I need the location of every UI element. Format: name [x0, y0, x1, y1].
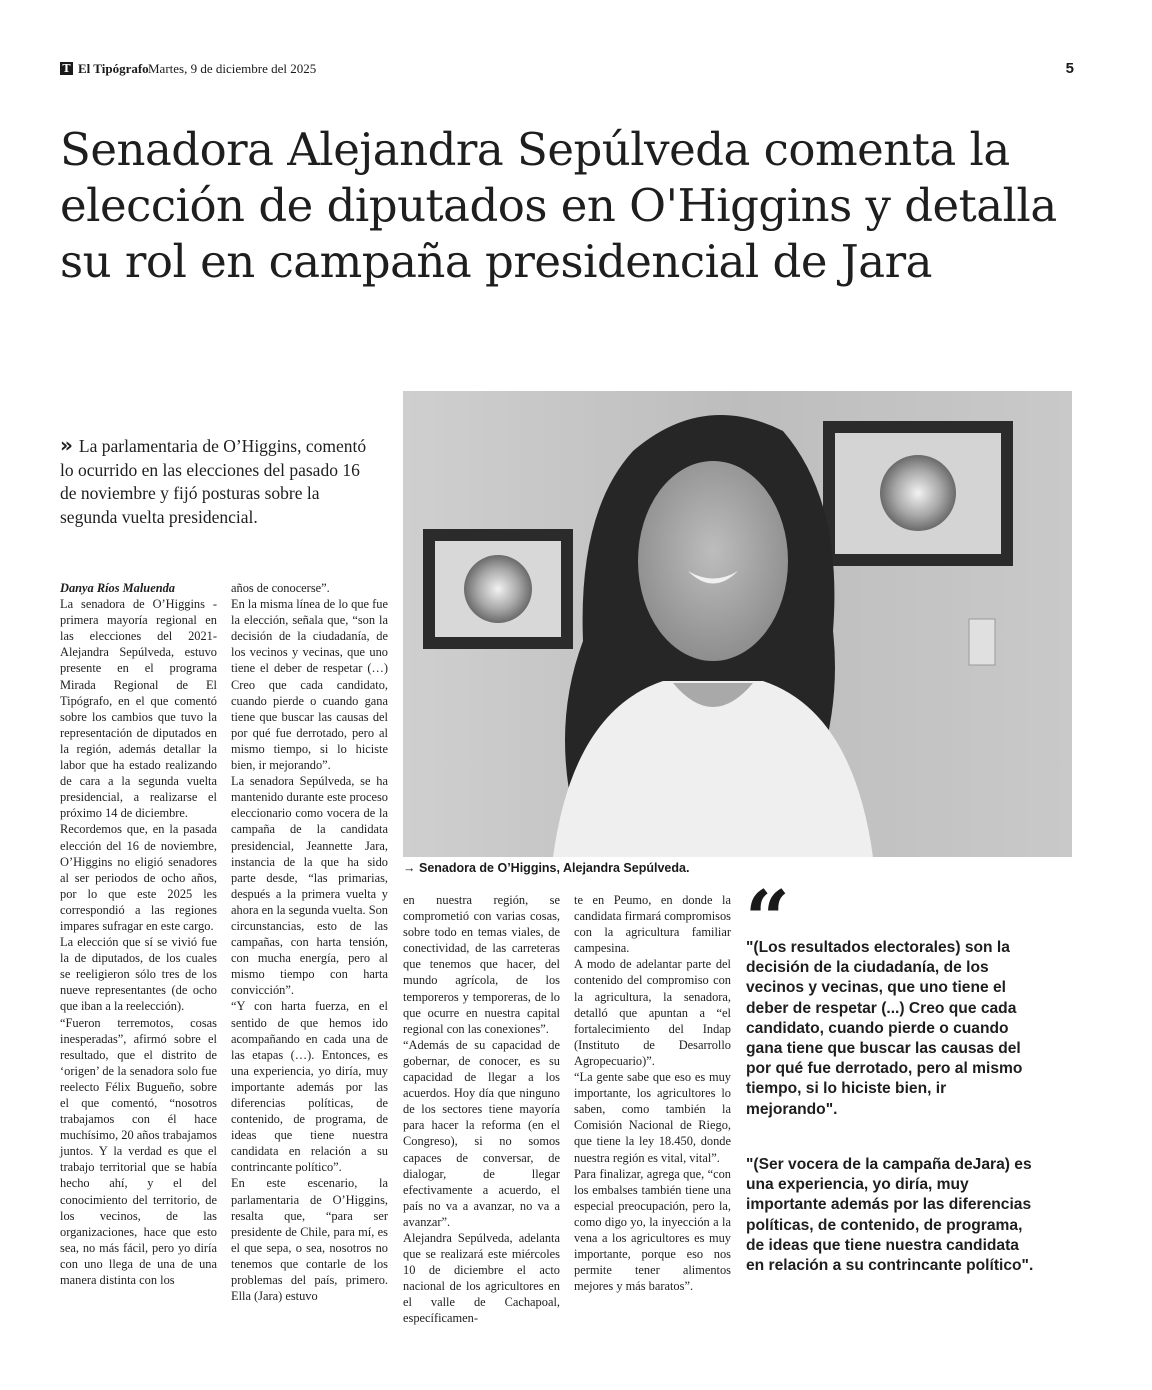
body-paragraph: Recordemos que, en la pasada elección del 16 de noviembre, O’Higgins no eligió senadores al ser periodos de ocho años, por lo que este 2025 les correspondió a las regiones impares sufragar en este cargo. — [60, 822, 217, 933]
body-paragraph: “Además de su capacidad de gobernar, de conocer, es su capacidad de llegar a los acuerdos. Hoy día que ninguno de los sectores tiene mayoría para hacer la reforma (en el Congreso), si no somos capaces de conversar, de dialogar, de llegar efectivamente a acuerdo, el país no va a avanzar, no va a avanzar”. — [403, 1037, 560, 1229]
pull-quote-1: "(Los resultados electorales) son la decisión de la ciudadanía, de los vecinos y vecinas, que uno tiene el deber de respetar (...) Creo que cada candidato, cuando pierde o cuando gana tiene que buscar las causas del por qué fue derrotado, pero al mismo tiempo, si lo hiciste bien, ir mejorando". — [746, 939, 1023, 1118]
body-paragraph: La senadora de O’Higgins -primera mayoría regional en las elecciones del 2021- Alejandra Sepúlveda, estuvo presente en el programa Mirada Regional de El Tipógrafo, en el que comentó sobre los cambios que tuvo la representación de diputados en la región, además detallar la labor que ha estado realizando de cara a la segunda vuelta presidencial, a realizarse el próximo 14 de diciembre. — [60, 597, 217, 821]
author-byline: Danya Ríos Maluenda — [60, 581, 175, 595]
body-column-3 — [403, 892, 560, 1327]
lead-paragraph — [60, 434, 380, 529]
body-paragraph: Para finalizar, agrega que, “con los embalses también tiene una especial preocupación, pero la, como digo yo, la inyección a la vena a los agricultores es muy importante, porque eso nos permite tener alimentos mejores y más baratos”. — [574, 1166, 731, 1294]
lead-marker-icon: » — [60, 433, 73, 457]
brand-name: El Tipógrafo — [78, 61, 149, 76]
lead-text: La parlamentaria de O’Higgins, comentó lo ocurrido en las elecciones del pasado 16 de noviembre y fijó posturas sobre la segunda vuelta presidencial. — [60, 436, 367, 527]
body-paragraph: “Y con harta fuerza, en el sentido de que hemos ido acompañando en cada una de las etapas (…). Entonces, es una experiencia, yo diría, muy importante además por las diferencias políticas, de contenido, de programa, de ideas que tiene nuestra candidata en relación a su contrincante político”. — [231, 999, 388, 1175]
page-header — [60, 60, 1080, 80]
body-column-1 — [60, 580, 217, 1288]
brand-logo: T — [60, 62, 73, 75]
body-paragraph: “La gente sabe que eso es muy importante, los agricultores lo saben, como también la Comisión Nacional de Riego, que tiene la ley 18.450, donde nuestra región es vital, vital”. — [574, 1070, 731, 1165]
quote-mark-icon: “ — [745, 874, 790, 965]
body-column-4 — [574, 892, 731, 1294]
caption-arrow-icon: → — [403, 861, 416, 875]
body-paragraph: “Fueron terremotos, cosas inesperadas”, afirmó sobre el resultado, que el distrito de ‘origen’ de la senadora solo fue reelecto Félix Bugueño, sobre el que comentó, “nosotros trabajamos con él hace muchísimo, 20 años trabajamos juntos. Y la verdad es que el trabajo territorial que se había hecho ahí, y el del conocimiento del territorio, de los vecinos, de las organizaciones, hace que esto sea, no más fácil, pero yo diría con uno llega de una de una manera distinta con los — [60, 1015, 217, 1288]
body-paragraph: La elección que sí se vivió fue la de diputados, de los cuales se reeligieron sólo tres de los nueve representantes (de ocho que iban a la reelección). — [60, 935, 217, 1014]
body-paragraph: En la misma línea de lo que fue la elección, señala que, “son la decisión de la ciudadanía, de los vecinos y vecinas, que uno tiene el deber de respetar (…) Creo que cada candidato, cuando pierde o cuando gana tiene que buscar las causas del por qué fue derrotado, pero al mismo tiempo, si lo hiciste bien, ir mejorando”. — [231, 597, 388, 773]
page-number: 5 — [1065, 60, 1074, 77]
body-paragraph: A modo de adelantar parte del contenido del compromiso con la agricultura, la senadora, detalló que apuntan a “el fortalecimiento del Indap (Instituto de Desarrollo Agropecuario)”. — [574, 957, 731, 1068]
body-column-2 — [231, 580, 388, 1304]
body-paragraph: te en Peumo, en donde la candidata firmará compromisos con la agricultura familiar campesina. — [574, 893, 731, 956]
body-paragraph: años de conocerse”. — [231, 581, 330, 595]
body-paragraph: Alejandra Sepúlveda, adelanta que se realizará este miércoles 10 de diciembre el acto nacional de los agricultores en el valle de Cachapoal, específicamen- — [403, 1230, 560, 1326]
body-paragraph: La senadora Sepúlveda, se ha mantenido durante este proceso eleccionario como vocera de la campaña de la candidata presidencial, Jeannette Jara, instancia de la que ha sido parte desde, “las primarias, después a la primera vuelta y ahora en la segunda vuelta. Son circunstancias, esto de las campañas, con harta tensión, con mucha energía, pero al mismo tiempo con harta convicción”. — [231, 774, 388, 998]
photo-caption — [403, 860, 1072, 876]
issue-date: Martes, 9 de diciembre del 2025 — [148, 61, 317, 76]
caption-text: Senadora de O’Higgins, Alejandra Sepúlveda. — [418, 861, 690, 875]
headline: Senadora Alejandra Sepúlveda comenta la elección de diputados en O'Higgins y detalla su rol en campaña presidencial de Jara — [60, 123, 1057, 288]
body-paragraph: En este escenario, la parlamentaria de O’Higgins, resalta que, “para ser presidente de Chile, para mí, es el que sepa, o sea, nosotros no tenemos que contarle de los problemas del país, primero. Ella (Jara) estuvo — [231, 1176, 388, 1304]
portrait-photo — [403, 391, 1072, 857]
body-paragraph: en nuestra región, se comprometió con varias cosas, sobre todo en temas viales, de conectividad, de las carreteras que tenemos que hacer, del mundo agrícola, de los temporeros y temporeras, de lo que ocurre en nuestra capital regional con las conexiones”. — [403, 893, 560, 1036]
pull-quote-2: "(Ser vocera de la campaña deJara) es una experiencia, yo diría, muy importante además por las diferencias políticas, de contenido, de programa, de ideas que tiene nuestra candidata en relación a su contrincante político". — [746, 1156, 1034, 1275]
